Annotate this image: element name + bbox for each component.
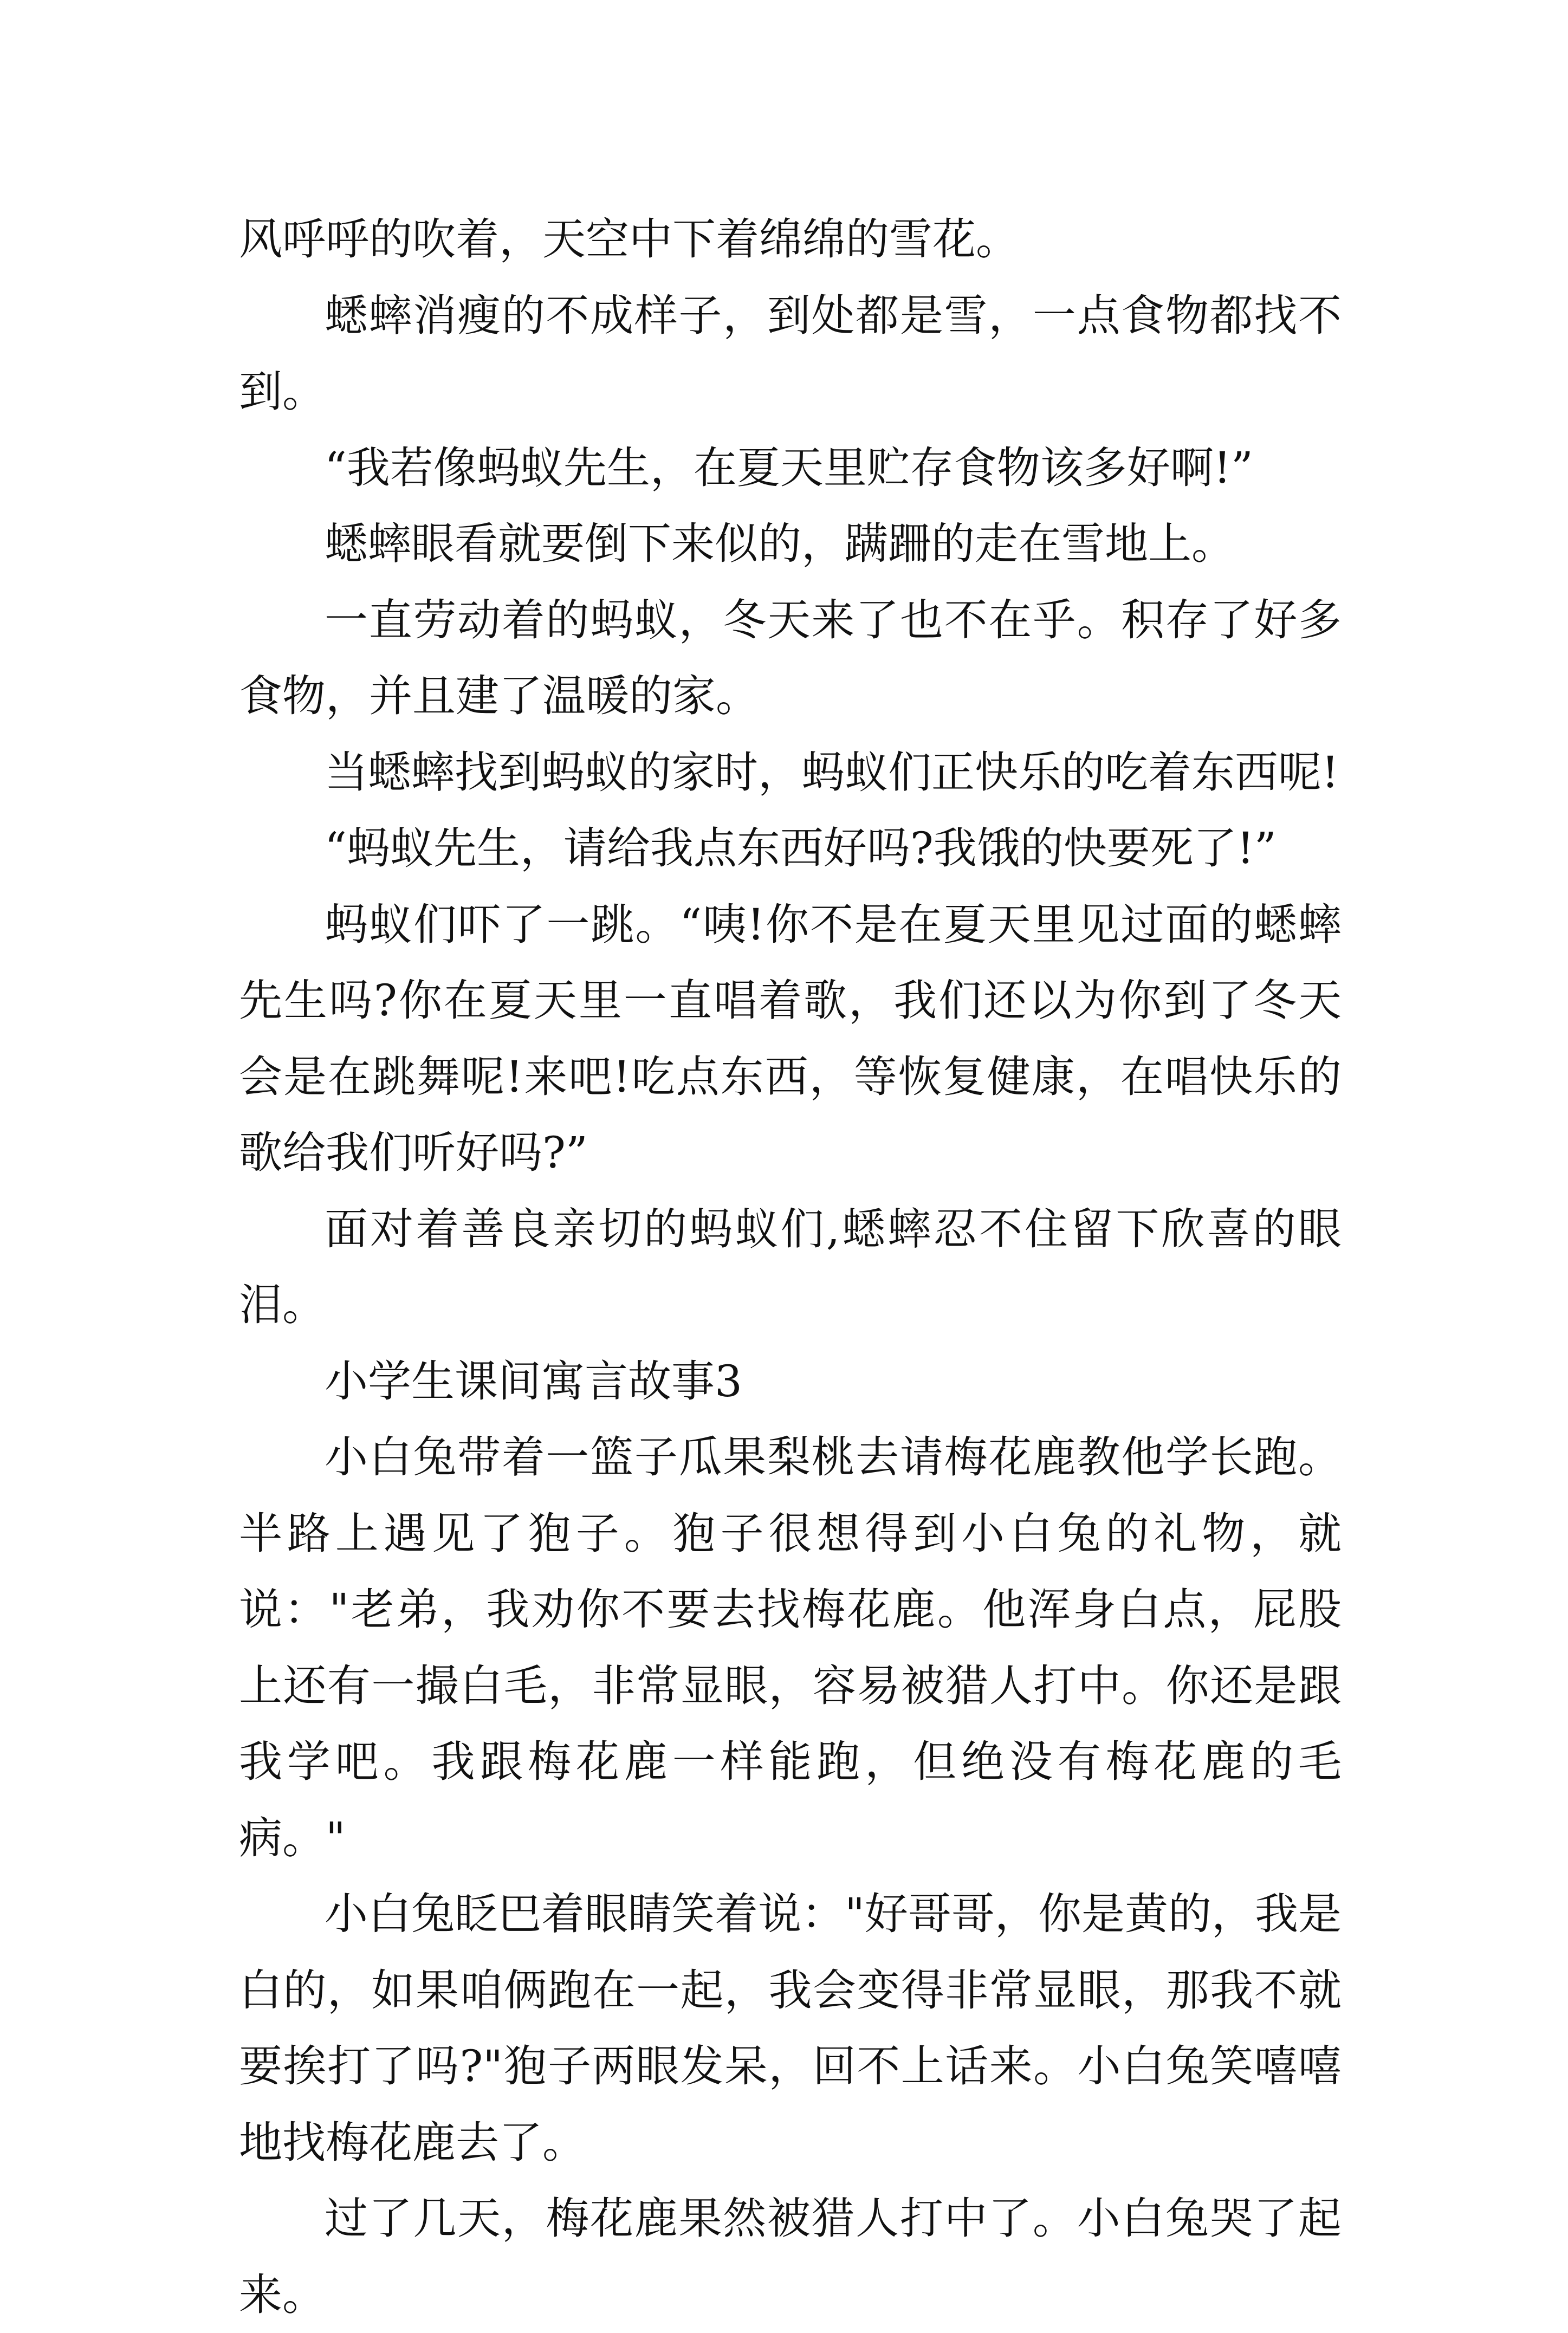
document-body bbox=[239, 202, 1342, 2333]
paragraph: 蟋蟀消瘦的不成样子，到处都是雪，一点食物都找不到。 bbox=[239, 290, 1342, 417]
section-heading: 小学生课间寓言故事3 bbox=[325, 1356, 742, 1407]
paragraph: “蚂蚁先生，请给我点东西好吗?我饿的快要死了!” bbox=[325, 823, 1277, 873]
paragraph: 风呼呼的吹着，天空中下着绵绵的雪花。 bbox=[239, 214, 1019, 264]
paragraph: 蚂蚁们吓了一跳。“咦!你不是在夏天里见过面的蟋蟀先生吗?你在夏天里一直唱着歌，我们还以为你到了冬天会是在跳舞呢!来吧!吃点东西，等恢复健康，在唱快乐的歌给我们听好吗?” bbox=[239, 899, 1342, 1178]
paragraph: 过了几天，梅花鹿果然被猎人打中了。小白兔哭了起来。 bbox=[239, 2193, 1342, 2320]
paragraph: 当蟋蟀找到蚂蚁的家时，蚂蚁们正快乐的吃着东西呢! bbox=[325, 747, 1339, 798]
paragraph: 一直劳动着的蚂蚁，冬天来了也不在乎。积存了好多食物，并且建了温暖的家。 bbox=[239, 594, 1342, 721]
paragraph: “我若像蚂蚁先生，在夏天里贮存食物该多好啊!” bbox=[325, 442, 1253, 493]
paragraph: 小白兔眨巴着眼睛笑着说："好哥哥，你是黄的，我是白的，如果咱俩跑在一起，我会变得非常显眼，那我不就要挨打了吗?"狍子两眼发呆，回不上话来。小白兔笑嘻嘻地找梅花鹿去了。 bbox=[239, 1889, 1342, 2168]
paragraph: 小白兔带着一篮子瓜果梨桃去请梅花鹿教他学长跑。半路上遇见了狍子。狍子很想得到小白兔的礼物，就说："老弟，我劝你不要去找梅花鹿。他浑身白点，屁股上还有一撮白毛，非常显眼，容易被猎人打中。你还是跟我学吧。我跟梅花鹿一样能跑，但绝没有梅花鹿的毛病。" bbox=[239, 1432, 1342, 1863]
paragraph: 面对着善良亲切的蚂蚁们,蟋蟀忍不住留下欣喜的眼泪。 bbox=[239, 1203, 1342, 1330]
paragraph: 蟋蟀眼看就要倒下来似的，蹒跚的走在雪地上。 bbox=[325, 519, 1235, 569]
